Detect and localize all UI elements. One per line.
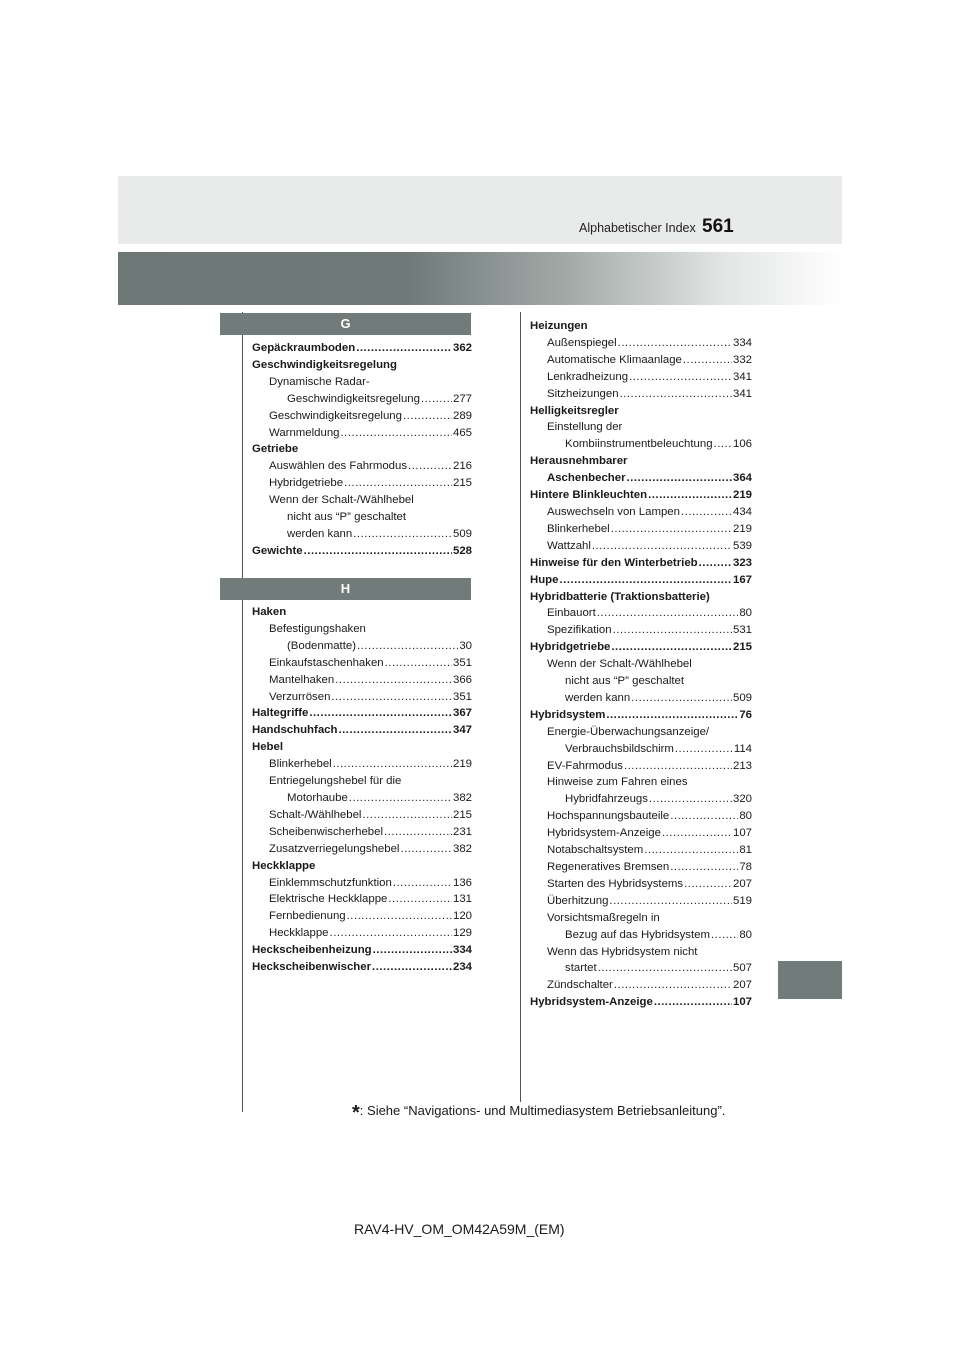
index-entry: [530, 741, 752, 758]
dot-leader: [606, 707, 738, 724]
index-entry-term: Hochspannungsbauteile: [547, 810, 670, 823]
index-entry-term: Auswählen des Fahrmodus: [269, 460, 408, 473]
index-entry-term: Hybridsystem-Anzeige: [547, 827, 661, 840]
index-entry-term: Regeneratives Bremsen: [547, 861, 670, 873]
index-entry-term: Vorsichtsmaßregeln in: [547, 911, 660, 924]
header-gradient-bar: [118, 252, 842, 305]
index-entry: [530, 825, 752, 842]
index-entry-term: Einstellung der: [547, 421, 623, 434]
index-entry-term: Zündschalter: [547, 979, 613, 992]
dot-leader: [648, 487, 732, 504]
index-entry-term: Gepäckraumboden: [252, 342, 356, 354]
index-entry-term: Überhitzung: [547, 894, 609, 907]
index-entry-term: Mantelhaken: [269, 673, 335, 686]
index-entry: [252, 722, 472, 739]
index-entry: [530, 927, 752, 944]
index-entry-term: Geschwindigkeitsregelung: [287, 392, 420, 405]
index-entry-page: 528: [452, 544, 472, 557]
index-entry-term: Energie-Überwachungsanzeige/: [547, 725, 710, 738]
index-entry-term: Gewichte: [252, 544, 303, 557]
index-entry-term: Automatische Klimaanlage: [547, 353, 682, 366]
index-entry-page: 382: [452, 842, 472, 855]
index-entry-term: Schalt-/Wählhebel: [269, 808, 362, 821]
index-entry: [252, 824, 472, 841]
index-entry-term: Elektrische Heckklappe: [269, 893, 388, 906]
index-entry-page: 219: [732, 489, 752, 502]
index-entry: [530, 774, 752, 791]
index-entry: [252, 408, 472, 425]
dot-leader: [598, 960, 732, 977]
index-entry-page: 219: [452, 758, 472, 771]
index-entry: [530, 318, 752, 335]
index-entry-term: Blinkerhebel: [269, 758, 332, 771]
dot-leader: [609, 893, 732, 910]
index-entry: [252, 942, 472, 959]
index-entry-page: 289: [452, 409, 472, 422]
index-entry: [530, 487, 752, 504]
index-entry-page: 347: [452, 724, 472, 737]
index-entry-page: 219: [732, 522, 752, 535]
index-entry-page: 351: [452, 690, 472, 703]
dot-leader: [304, 543, 452, 560]
index-entry: [252, 391, 472, 408]
index-list-right: [530, 318, 752, 1011]
index-entry-term: Lenkradheizung: [547, 370, 629, 383]
index-entry-term: Hupe: [530, 573, 559, 586]
index-entry: [530, 791, 752, 808]
index-entry: [252, 841, 472, 858]
index-entry-term: Wenn der Schalt-/Wählhebel: [269, 494, 414, 507]
index-entry-term: Herausnehmbarer: [530, 455, 628, 468]
dot-leader: [618, 335, 732, 352]
index-entry-term: Geschwindigkeitsregelung: [269, 409, 402, 422]
dot-leader: [384, 824, 452, 841]
index-entry-page: 216: [452, 460, 472, 473]
index-entry-term: Heckscheibenwischer: [252, 961, 372, 974]
index-entry-term: Verzurrösen: [269, 690, 331, 703]
index-entry-page: 277: [452, 392, 472, 405]
index-entry: [252, 475, 472, 492]
index-entry: [530, 910, 752, 927]
index-entry-page: 78: [739, 861, 752, 873]
index-entry-term: EV-Fahrmodus: [547, 759, 623, 772]
index-entry: [252, 340, 472, 357]
dot-leader: [362, 807, 452, 824]
dot-leader: [559, 572, 732, 589]
dot-leader: [684, 876, 732, 893]
index-entry: [252, 959, 472, 976]
index-entry: [252, 638, 472, 655]
footnote: [352, 1102, 725, 1125]
footnote-marker: *: [352, 1102, 360, 1124]
index-entry-term: Hybridsystem: [530, 708, 606, 721]
middle-column-rule: [520, 312, 521, 1102]
index-entry-term: Hinweise zum Fahren eines: [547, 776, 688, 789]
index-entry-page: 76: [739, 708, 752, 721]
index-entry-term: Entriegelungshebel für die: [269, 775, 402, 788]
index-entry: [530, 859, 752, 876]
dot-leader: [629, 369, 732, 386]
index-entry-term: nicht aus “P” geschaltet: [565, 675, 685, 688]
index-entry-page: 114: [733, 742, 752, 755]
index-entry: [530, 470, 752, 487]
index-entry-term: nicht aus “P” geschaltet: [287, 511, 407, 524]
model-code: RAV4-HV_OM_OM42A59M_(EM): [354, 1221, 565, 1237]
index-entry: [530, 504, 752, 521]
index-entry: [252, 509, 472, 526]
index-entry-term: Handschuhfach: [252, 724, 338, 737]
index-entry-page: 320: [732, 793, 752, 806]
index-entry-term: Haken: [252, 606, 287, 618]
dot-leader: [373, 942, 452, 959]
index-entry-term: Heckklappe: [252, 859, 316, 872]
index-entry-term: Auswechseln von Lampen: [547, 505, 680, 518]
index-entry-term: Verbrauchsbildschirm: [565, 742, 674, 755]
index-entry: [530, 707, 752, 724]
dot-leader: [393, 875, 452, 892]
index-entry-page: 136: [452, 876, 472, 889]
index-entry: [530, 555, 752, 572]
index-entry-page: 107: [732, 827, 752, 840]
index-entry: [530, 758, 752, 775]
dot-leader: [627, 470, 732, 487]
index-entry: [530, 436, 752, 453]
index-entry-term: Scheibenwischerhebel: [269, 825, 383, 838]
index-entry-page: 334: [732, 336, 752, 349]
index-entry-term: Getriebe: [252, 443, 299, 456]
dot-leader: [611, 639, 732, 656]
index-entry-term: Hybridbatterie (Traktionsbatterie): [530, 590, 710, 603]
dot-leader: [335, 672, 452, 689]
index-entry-term: Hybridgetriebe: [530, 641, 611, 654]
index-entry-page: 509: [732, 691, 752, 704]
index-entry: [252, 790, 472, 807]
index-entry-term: Motorhaube: [287, 791, 348, 804]
index-entry: [530, 639, 752, 656]
index-entry-page: 215: [452, 808, 472, 821]
footnote-text: : Siehe “Navigations- und Multimediasystem Betriebsanleitung”.: [359, 1103, 726, 1118]
index-entry-term: Spezifikation: [547, 624, 612, 637]
index-entry: [252, 891, 472, 908]
index-entry: [530, 994, 752, 1011]
page-number: 561: [702, 216, 734, 237]
index-entry-page: 507: [732, 962, 752, 975]
index-entry-term: Einbauort: [547, 607, 596, 620]
index-entry-term: Warnmeldung: [269, 426, 340, 439]
index-entry: [530, 572, 752, 589]
index-entry: [252, 655, 472, 672]
dot-leader: [331, 689, 452, 706]
dot-leader: [330, 925, 452, 942]
index-entry-term: Heckscheibenheizung: [252, 944, 372, 957]
index-entry-page: 215: [732, 641, 752, 654]
chapter-side-tab: [778, 961, 842, 999]
dot-leader: [624, 758, 732, 775]
index-entry: [530, 386, 752, 403]
index-entry-page: 167: [732, 573, 752, 586]
dot-leader: [681, 504, 732, 521]
index-entry: [530, 808, 752, 825]
index-entry: [530, 403, 752, 420]
index-entry: [252, 875, 472, 892]
index-entry-page: 215: [452, 477, 472, 490]
dot-leader: [341, 425, 452, 442]
index-entry-page: 207: [732, 979, 752, 992]
index-entry: [530, 842, 752, 859]
index-entry-page: 231: [452, 825, 472, 838]
index-entry-page: 382: [452, 791, 472, 804]
index-entry-term: Zusatzverriegelungshebel: [269, 842, 400, 855]
index-entry-page: 341: [732, 370, 752, 383]
index-entry-term: Einklemmschutzfunktion: [269, 876, 392, 889]
index-entry-page: 213: [732, 759, 752, 772]
index-entry: [530, 944, 752, 961]
index-entry: [530, 605, 752, 622]
dot-leader: [344, 475, 452, 492]
dot-leader: [309, 705, 452, 722]
dot-leader: [385, 655, 452, 672]
dot-leader: [649, 791, 732, 808]
index-entry: [252, 739, 472, 756]
index-entry-term: Befestigungshaken: [269, 622, 366, 635]
index-entry-term: Hybridsystem-Anzeige: [530, 996, 653, 1009]
index-entry-page: 131: [452, 893, 472, 906]
index-entry: [252, 689, 472, 706]
index-entry-page: 539: [732, 539, 752, 552]
index-entry: [252, 543, 472, 560]
dot-leader: [614, 977, 732, 994]
index-entry-term: Einkaufstaschenhaken: [269, 656, 384, 669]
index-entry-page: 367: [452, 707, 472, 720]
index-entry-term: Außenspiegel: [547, 336, 617, 349]
dot-leader: [357, 638, 458, 655]
index-entry: [252, 621, 472, 638]
dot-leader: [611, 521, 732, 538]
index-entry-page: 80: [739, 928, 752, 941]
index-entry-page: 234: [452, 961, 472, 974]
dot-leader: [654, 994, 732, 1011]
index-entry-term: Hybridfahrzeugs: [565, 793, 648, 806]
index-entry-page: 434: [732, 505, 752, 518]
index-entry-term: Heckklappe: [269, 927, 329, 940]
index-entry-term: Kombiinstrumentbeleuchtung: [565, 438, 713, 451]
letter-bar-g: G: [220, 313, 471, 335]
index-entry-term: Starten des Hybridsystems: [547, 877, 684, 890]
index-entry-term: Hybridgetriebe: [269, 477, 344, 490]
dot-leader: [347, 908, 452, 925]
dot-leader: [353, 526, 452, 543]
index-entry: [530, 673, 752, 690]
index-entry-term: Hebel: [252, 741, 284, 754]
left-column-rule: [242, 312, 243, 1112]
index-entry: [252, 773, 472, 790]
index-entry: [530, 589, 752, 606]
dot-leader: [400, 841, 452, 858]
dot-leader: [597, 605, 739, 622]
index-entry-page: 81: [739, 844, 752, 857]
index-entry: [252, 441, 472, 458]
index-entry-page: 80: [739, 810, 752, 823]
index-entry: [252, 807, 472, 824]
index-entry-page: 362: [452, 342, 472, 354]
index-entry: [252, 458, 472, 475]
index-entry-term: Dynamische Radar-: [269, 375, 370, 388]
index-list-h: [252, 604, 472, 976]
index-entry: [530, 690, 752, 707]
index-entry-term: Haltegriffe: [252, 707, 309, 720]
index-entry-page: 120: [452, 910, 472, 923]
index-entry: [252, 425, 472, 442]
index-entry-page: 323: [732, 556, 752, 569]
index-entry-page: 207: [732, 877, 752, 890]
index-entry: [530, 419, 752, 436]
index-entry: [252, 908, 472, 925]
index-entry-term: (Bodenmatte): [287, 639, 357, 652]
index-entry-page: 341: [732, 387, 752, 400]
dot-leader: [675, 741, 733, 758]
dot-leader: [670, 808, 738, 825]
dot-leader: [714, 436, 732, 453]
index-entry-page: 107: [732, 996, 752, 1009]
dot-leader: [349, 790, 452, 807]
index-entry-term: Geschwindigkeitsregelung: [252, 358, 397, 371]
index-entry-page: 30: [459, 639, 472, 652]
dot-leader: [388, 891, 452, 908]
index-entry-term: werden kann: [287, 527, 353, 540]
index-entry: [252, 672, 472, 689]
dot-leader: [592, 538, 732, 555]
index-entry-term: werden kann: [565, 691, 631, 704]
dot-leader: [644, 842, 738, 859]
index-entry-term: startet: [565, 962, 597, 975]
letter-bar-h: H: [220, 578, 471, 600]
index-entry-page: 366: [452, 673, 472, 686]
index-entry-page: 334: [452, 944, 472, 957]
index-entry-page: 364: [732, 472, 752, 485]
index-entry: [252, 357, 472, 374]
index-entry-term: Hinweise für den Winterbetrieb: [530, 556, 698, 569]
index-entry: [530, 369, 752, 386]
dot-leader: [356, 340, 452, 357]
index-entry: [252, 374, 472, 391]
index-entry-page: 80: [739, 607, 752, 620]
index-entry: [530, 876, 752, 893]
dot-leader: [333, 756, 452, 773]
dot-leader: [338, 722, 452, 739]
dot-leader: [613, 622, 732, 639]
index-entry: [252, 604, 472, 621]
index-entry-term: Notabschaltsystem: [547, 844, 644, 857]
index-list-g: [252, 340, 472, 560]
index-entry-page: 509: [452, 527, 472, 540]
index-entry-term: Blinkerhebel: [547, 522, 610, 535]
dot-leader: [403, 408, 452, 425]
index-entry-page: 465: [452, 426, 472, 439]
index-entry: [530, 335, 752, 352]
dot-leader: [683, 352, 732, 369]
index-entry-page: 351: [452, 656, 472, 669]
index-entry-page: 332: [732, 353, 752, 366]
index-entry-page: 519: [732, 894, 752, 907]
index-entry-term: Fernbedienung: [269, 910, 346, 923]
index-entry: [530, 960, 752, 977]
index-entry-term: Wenn der Schalt-/Wählhebel: [547, 658, 692, 671]
dot-leader: [670, 859, 738, 876]
index-entry: [252, 492, 472, 509]
dot-leader: [631, 690, 732, 707]
index-entry-page: 531: [732, 624, 752, 637]
index-entry: [530, 453, 752, 470]
index-entry-term: Aschenbecher: [547, 472, 626, 485]
index-entry: [530, 977, 752, 994]
index-entry: [252, 925, 472, 942]
index-entry-term: Heizungen: [530, 320, 588, 332]
index-entry: [530, 622, 752, 639]
index-entry-page: 106: [732, 438, 752, 451]
index-entry-term: Hintere Blinkleuchten: [530, 489, 648, 502]
index-entry: [530, 538, 752, 555]
index-entry: [252, 705, 472, 722]
index-entry-term: Sitzheizungen: [547, 387, 619, 400]
index-entry-term: Helligkeitsregler: [530, 404, 619, 417]
index-entry: [252, 526, 472, 543]
dot-leader: [620, 386, 732, 403]
dot-leader: [372, 959, 452, 976]
index-entry: [252, 756, 472, 773]
dot-leader: [408, 458, 452, 475]
index-entry: [530, 352, 752, 369]
dot-leader: [662, 825, 732, 842]
index-entry-page: 129: [452, 927, 472, 940]
index-entry: [252, 858, 472, 875]
dot-leader: [421, 391, 452, 408]
section-title: Alphabetischer Index: [579, 221, 696, 235]
index-entry-term: Bezug auf das Hybridsystem: [565, 928, 710, 941]
index-entry-term: Wenn das Hybridsystem nicht: [547, 945, 698, 958]
index-entry: [530, 724, 752, 741]
index-entry: [530, 521, 752, 538]
index-entry: [530, 893, 752, 910]
index-entry: [530, 656, 752, 673]
index-entry-term: Wattzahl: [547, 539, 591, 552]
dot-leader: [711, 927, 738, 944]
dot-leader: [699, 555, 732, 572]
